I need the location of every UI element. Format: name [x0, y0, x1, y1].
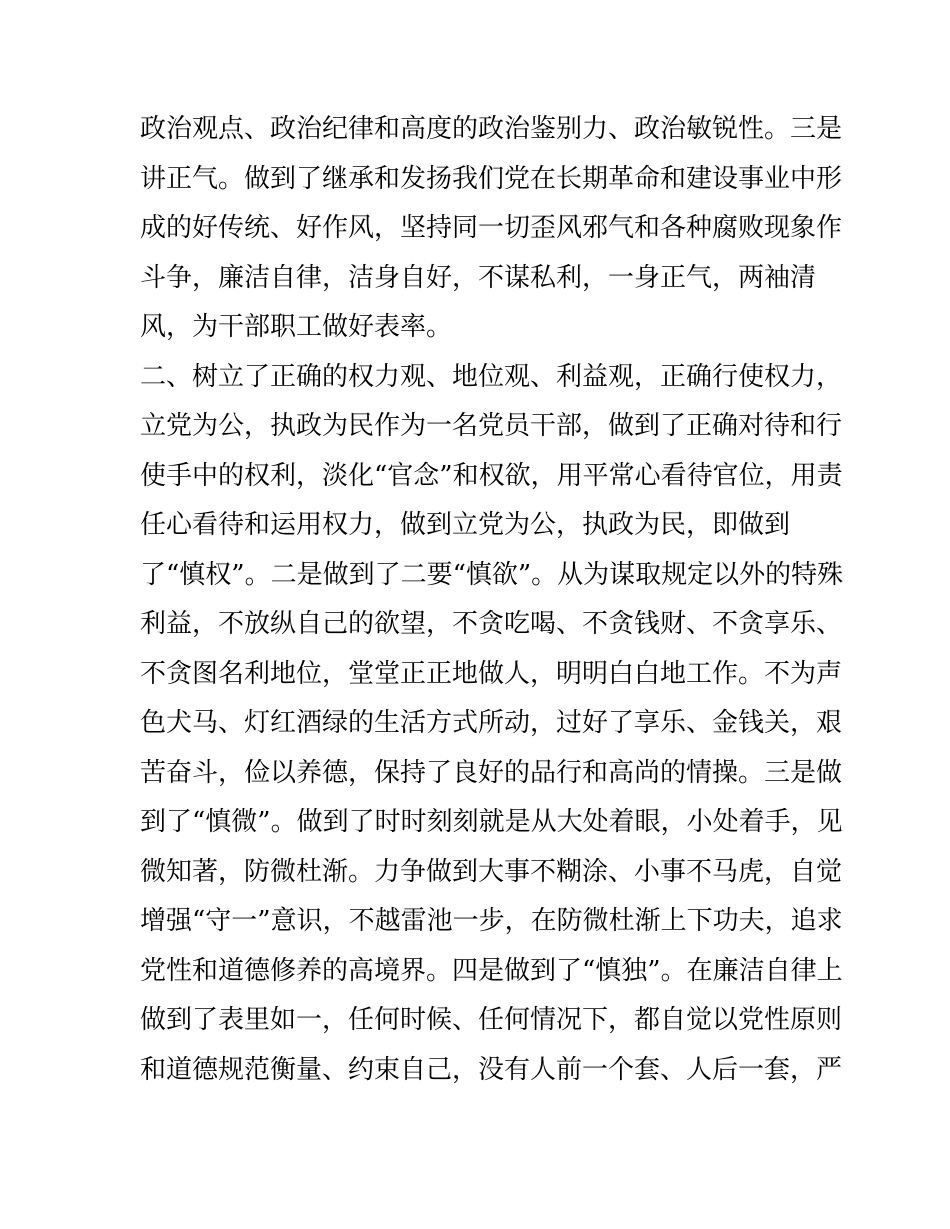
text-line: 任心看待和运用权力，做到立党为公，执政为民，即做到	[140, 510, 791, 540]
text-line: 苦奋斗，俭以养德，保持了良好的品行和高尚的情操。三是做	[140, 757, 843, 788]
text-line: 微知著，防微杜渐。力争做到大事不糊涂、小事不马虎，自觉	[140, 856, 843, 887]
text-line: 不贪图名利地位，堂堂正正地做人，明明白白地工作。不为声	[140, 658, 843, 689]
text-line: 增强“守一”意识，不越雷池一步，在防微杜渐上下功夫，追求	[140, 906, 843, 936]
text-line: 风，为干部职工做好表率。	[140, 312, 453, 342]
text-line: 立党为公，执政为民作为一名党员干部，做到了正确对待和行	[140, 411, 843, 441]
text-line: 了“慎权”。二是做到了二要“慎欲”。从为谋取规定以外的特殊	[140, 559, 844, 590]
text-line: 利益，不放纵自己的欲望，不贪吃喝、不贪钱财、不贪享乐、	[140, 609, 843, 639]
text-line: 二、树立了正确的权力观、地位观、利益观，正确行使权力，	[140, 361, 843, 392]
text-line: 到了“慎微”。做到了时时刻刻就是从大处着眼，小处着手，见	[140, 807, 843, 837]
text-line: 党性和道德修养的高境界。四是做到了“慎独”。在廉洁自律上	[140, 955, 843, 986]
text-line: 使手中的权利，淡化“官念”和权欲，用平常心看待官位，用责	[140, 460, 843, 491]
text-line: 和道德规范衡量、约束自己，没有人前一个套、人后一套，严	[140, 1054, 843, 1085]
text-line: 斗争，廉洁自律，洁身自好，不谋私利，一身正气，两袖清	[140, 262, 817, 293]
text-line: 成的好传统、好作风，坚持同一切歪风邪气和各种腐败现象作	[140, 213, 843, 243]
text-line: 色犬马、灯红酒绿的生活方式所动，过好了享乐、金钱关，艰	[140, 708, 843, 738]
body-text	[140, 105, 844, 1095]
text-line: 讲正气。做到了继承和发扬我们党在长期革命和建设事业中形	[140, 163, 843, 194]
text-line: 做到了表里如一，任何时候、任何情况下，都自觉以党性原则	[140, 1005, 843, 1035]
text-line: 政治观点、政治纪律和高度的政治鉴别力、政治敏锐性。三是	[140, 114, 843, 144]
